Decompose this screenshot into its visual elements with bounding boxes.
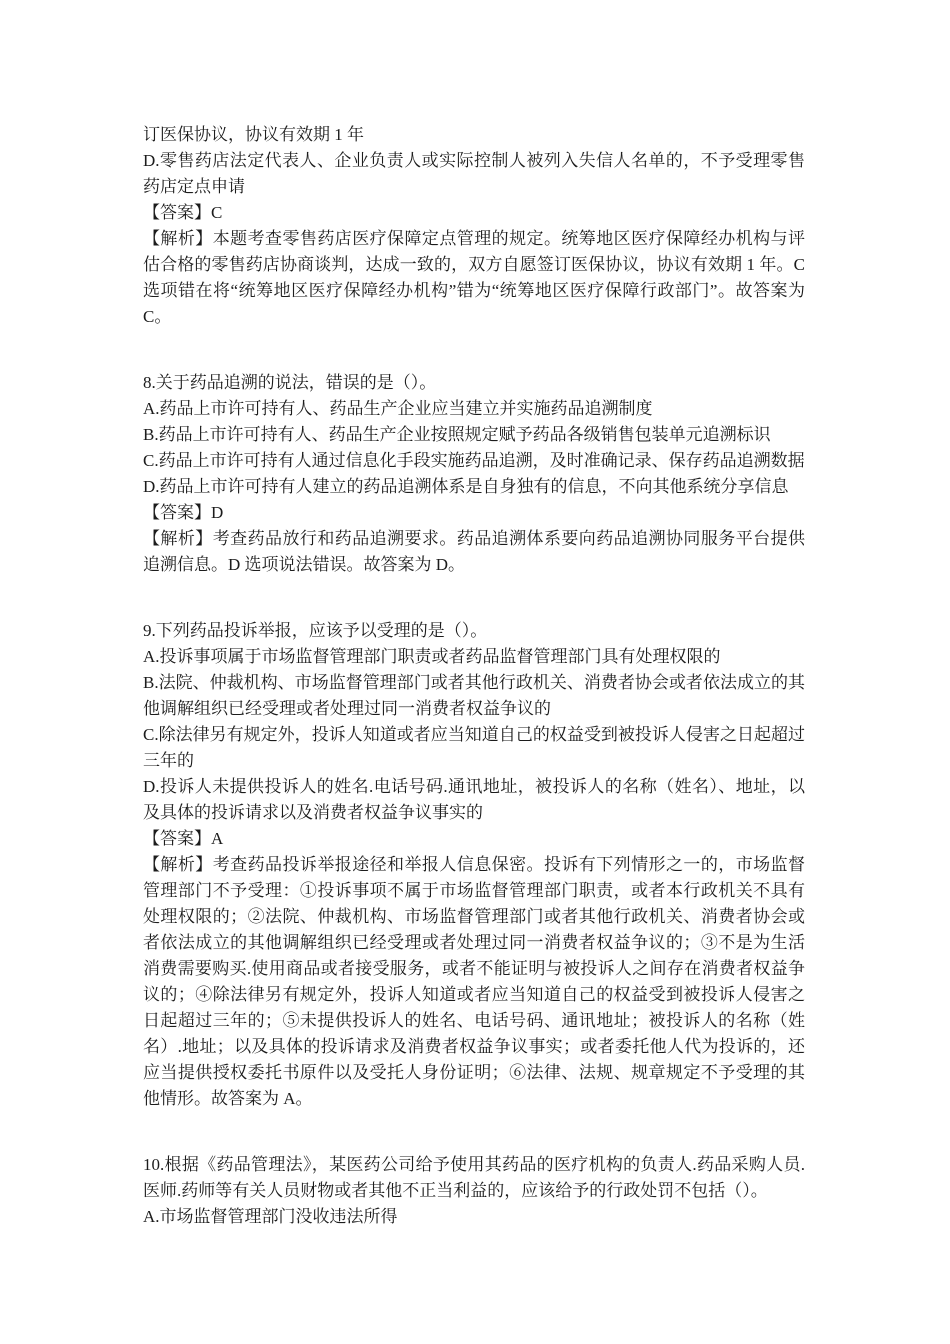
paragraph: A.药品上市许可持有人、药品生产企业应当建立并实施药品追溯制度 <box>143 399 653 418</box>
question-8 <box>143 370 805 578</box>
paragraph: 9.下列药品投诉举报，应该予以受理的是（）。 <box>143 621 488 640</box>
paragraph: B.法院、仲裁机构、市场监督管理部门或者其他行政机关、消费者协会或者依法成立的其他调解组织已经受理或者处理过同一消费者权益争议的 <box>143 673 805 718</box>
paragraph: 【解析】考查药品放行和药品追溯要求。药品追溯体系要向药品追溯协同服务平台提供追溯信息。D 选项说法错误。故答案为 D。 <box>143 529 805 574</box>
paragraph: 【答案】D <box>143 503 224 522</box>
paragraph: A.投诉事项属于市场监督管理部门职责或者药品监督管理部门具有处理权限的 <box>143 647 721 666</box>
paragraph: C.药品上市许可持有人通过信息化手段实施药品追溯，及时准确记录、保存药品追溯数据 <box>143 451 805 470</box>
paragraph: 【答案】A <box>143 829 224 848</box>
paragraph: 10.根据《药品管理法》，某医药公司给予使用其药品的医疗机构的负责人.药品采购人员.医师.药师等有关人员财物或者其他不正当利益的，应该给予的行政处罚不包括（）。 <box>143 1155 805 1200</box>
question-10 <box>143 1152 805 1230</box>
paragraph: 【解析】本题考查零售药店医疗保障定点管理的规定。统筹地区医疗保障经办机构与评估合格的零售药店协商谈判，达成一致的，双方自愿签订医保协议，协议有效期 1 年。C 选项错在将“统筹地区医疗保障经办机构”错为“统筹地区医疗保障行政部门”。故答案为 C。 <box>143 229 805 326</box>
paragraph: 8.关于药品追溯的说法，错误的是（）。 <box>143 373 437 392</box>
paragraph: D.药品上市许可持有人建立的药品追溯体系是自身独有的信息，不向其他系统分享信息 <box>143 477 789 496</box>
paragraph: 订医保协议，协议有效期 1 年 <box>143 125 364 144</box>
question-7-tail <box>143 122 805 330</box>
paragraph: A.市场监督管理部门没收违法所得 <box>143 1207 398 1226</box>
paragraph: C.除法律另有规定外，投诉人知道或者应当知道自己的权益受到被投诉人侵害之日起超过三年的 <box>143 725 805 770</box>
paragraph: D.零售药店法定代表人、企业负责人或实际控制人被列入失信人名单的，不予受理零售药店定点申请 <box>143 151 805 196</box>
paragraph: 【答案】C <box>143 203 223 222</box>
document-content <box>143 122 805 1230</box>
paragraph: 【解析】考查药品投诉举报途径和举报人信息保密。投诉有下列情形之一的，市场监督管理部门不予受理：①投诉事项不属于市场监督管理部门职责，或者本行政机关不具有处理权限的；②法院、仲裁机构、市场监督管理部门或者其他行政机关、消费者协会或者依法成立的其他调解组织已经受理或者处理过同一消费者权益争议的；③不是为生活消费需要购买.使用商品或者接受服务，或者不能证明与被投诉人之间存在消费者权益争议的；④除法律另有规定外，投诉人知道或者应当知道自己的权益受到被投诉人侵害之日起超过三年的；⑤未提供投诉人的姓名、电话号码、通讯地址；被投诉人的名称（姓名）.地址；以及具体的投诉请求及消费者权益争议事实；或者委托他人代为投诉的，还应当提供授权委托书原件以及受托人身份证明；⑥法律、法规、规章规定不予受理的其他情形。故答案为 A。 <box>143 855 805 1108</box>
paragraph: D.投诉人未提供投诉人的姓名.电话号码.通讯地址，被投诉人的名称（姓名）、地址，以及具体的投诉请求以及消费者权益争议事实的 <box>143 777 805 822</box>
paragraph: B.药品上市许可持有人、药品生产企业按照规定赋予药品各级销售包装单元追溯标识 <box>143 425 771 444</box>
question-9 <box>143 618 805 1112</box>
